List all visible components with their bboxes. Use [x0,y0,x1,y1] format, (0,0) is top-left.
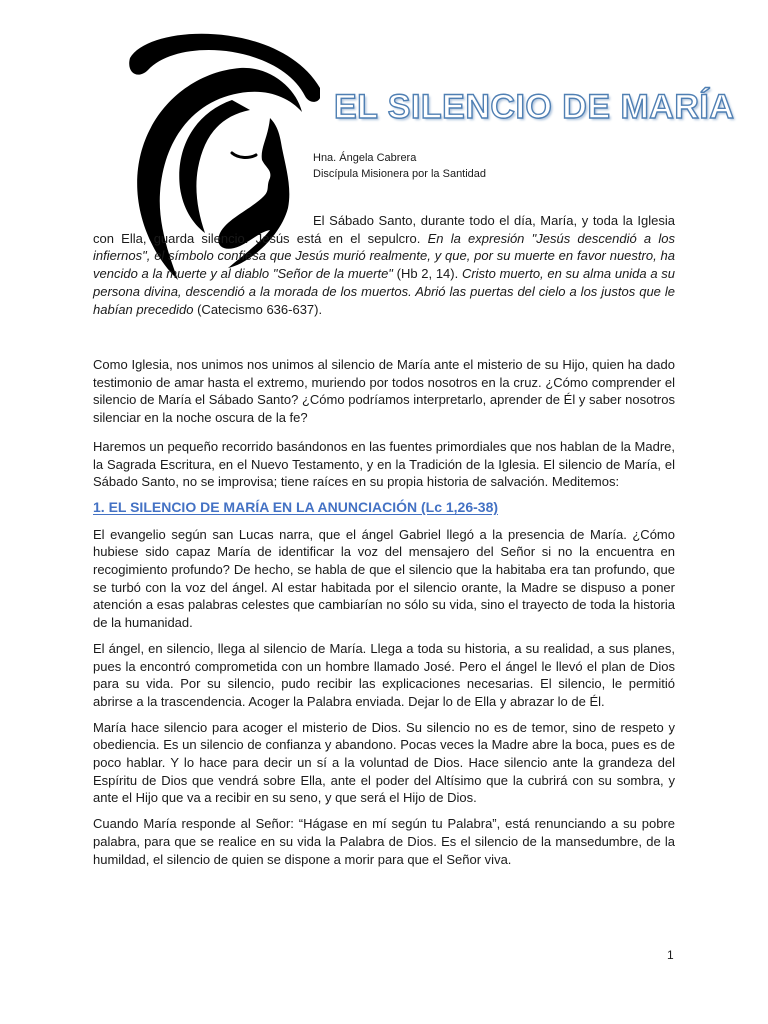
author-block [313,150,486,182]
body-paragraph: Haremos un pequeño recorrido basándonos en las fuentes primordiales que nos hablan de la Madre, la Sagrada Escritura, en el Nuevo Testamento, y en la Tradición de la Iglesia. El silencio de María, el Sábado Santo, no se improvisa; tiene raíces en su propia historia de salvación. Meditemos: [93,438,675,490]
page-number: 1 [667,948,674,962]
intro-lead: El Sábado Santo, durante todo el día, María, y toda la Iglesia con Ella, guarda silencio. Jesús está en el sepulcro. [93,213,675,246]
body-content [93,356,675,876]
section-heading: 1. EL SILENCIO DE MARÍA EN LA ANUNCIACIÓN (Lc 1,26-38) [93,498,499,515]
intro-ref-b: (Catecismo 636-637). [193,301,323,317]
intro-quote-b: Cristo muerto, en su alma unida a su persona divina, descendió a la morada de los muertos. Abrió las puertas del cielo a los justos que le habían precedido [93,266,676,317]
document-title: EL SILENCIO DE MARÍA [334,88,735,126]
body-paragraph: Cuando María responde al Señor: “Hágase en mí según tu Palabra”, está renunciando a su pobre palabra, para que se realice en su vida la Palabra de Dios. Es el silencio de la mansedumbre, de la humildad, el silencio de quien se dispone a morir para que el Señor viva. [93,816,675,867]
body-paragraph: El evangelio según san Lucas narra, que el ángel Gabriel llegó a la presencia de María. ¿Cómo hubiese sido capaz María de identificar la voz del mensajero del Señor si no la encuentra en recogimiento profundo? De hecho, se habla de que el silencio que la habitaba era tan profundo, que se turbó con la voz del ángel. Al estar habitada por el silencio orante, la Madre se dispuso a poner atención a esas palabras celestes que cambiarían no sólo su vida, sino el trayecto de toda la historia de la humanidad. [93,526,675,631]
author-role: Discípula Misionera por la Santidad [313,168,487,180]
intro-ref-a: (Hb 2, 14). [392,266,462,282]
author-name: Hna. Ángela Cabrera [313,152,417,164]
body-paragraph: El ángel, en silencio, llega al silencio de María. Llega a toda su historia, a su realidad, a sus planes, pues la encontró comprometida con un hombre llamado José. Pero el ángel le llevó el plan de Dios para su vida. Por su silencio, pudo recibir las explicaciones necesarias. El silencio, le permitió abrirse a la trascendencia. Acoger la Palabra enviada. Dejar lo de Ella y abrazar lo de Él. [93,640,675,709]
intro-paragraph [93,212,675,318]
body-paragraph: Como Iglesia, nos unimos nos unimos al silencio de María ante el misterio de su Hijo, quien ha dado testimonio de amar hasta el extremo, muriendo por todos nosotros en la cruz. ¿Cómo comprender el silencio de María el Sábado Santo? ¿Cómo podríamos interpretarlo, aprender de Él y saber nosotros silenciar en la noche oscura de la fe? [93,357,675,426]
intro-quote-a: En la expresión "Jesús descendió a los infiernos", el símbolo confiesa que Jesús murió realmente, y que, por su muerte en favor nuestro, ha vencido a la muerte y al diablo "Señor de la muerte" [93,230,676,282]
body-paragraph: María hace silencio para acoger el misterio de Dios. Su silencio no es de temor, sino de respeto y obediencia. Es un silencio de confianza y abandono. Pocas veces la Madre abre la boca, pues es de poco hablar. Y lo hace para decir un sí a la voluntad de Dios. Hace silencio ante la grandeza del Espíritu de Dios que vendrá sobre Ella, ante el poder del Altísimo que la cubrirá con su sombra, y ante el Hijo que va a recibir en su seno, y que será el Hijo de Dios. [93,719,675,806]
